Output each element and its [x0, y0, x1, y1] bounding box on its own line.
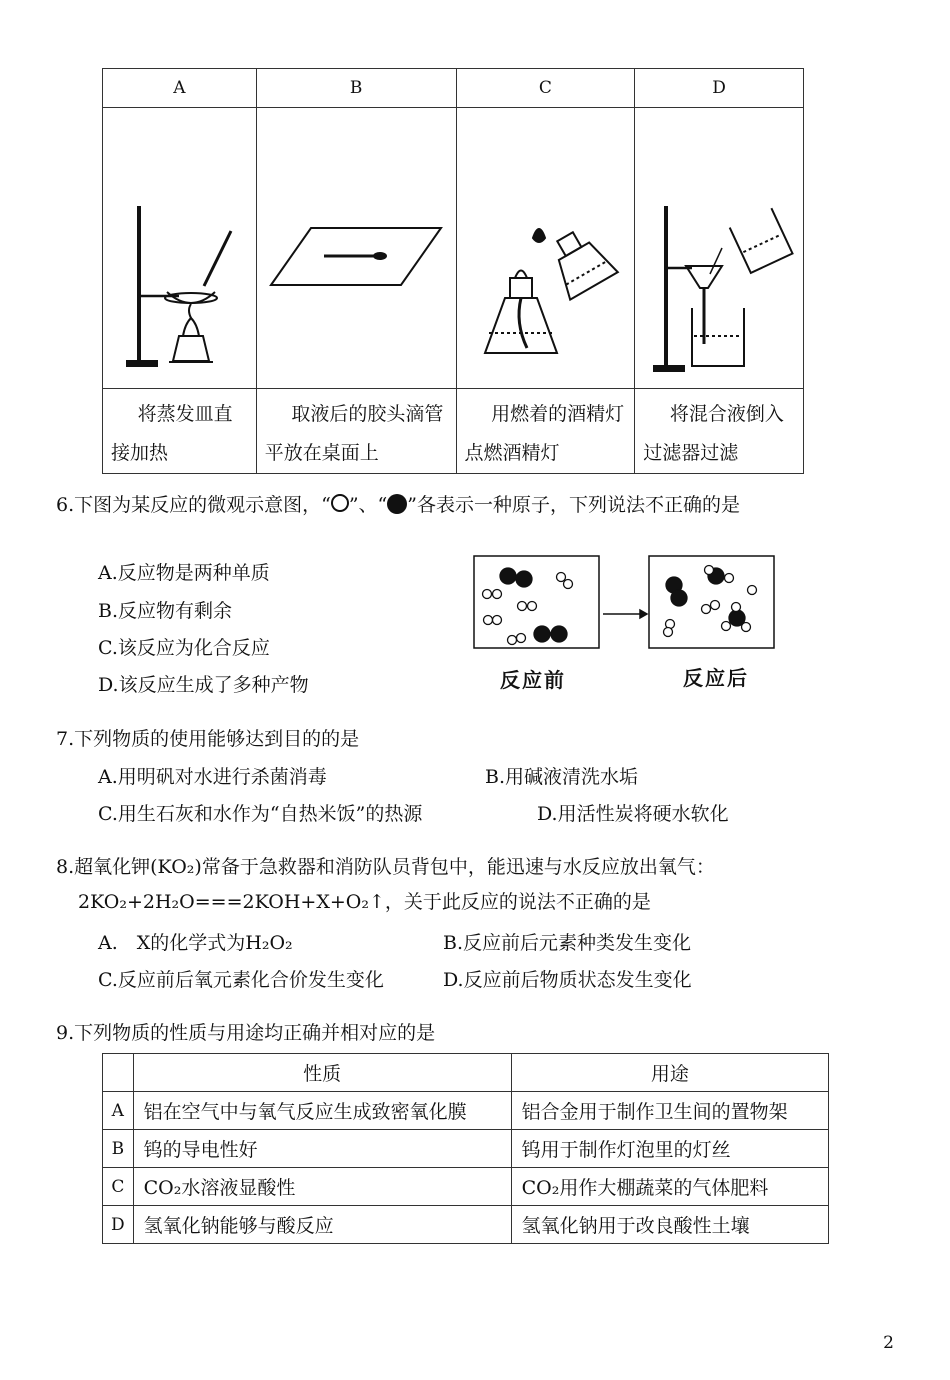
q7-option-c: C.用生石灰和水作为“自热米饭”的热源	[98, 803, 423, 825]
header-a: A	[103, 69, 257, 108]
table-row	[103, 1092, 829, 1130]
black-atom-icon	[387, 494, 407, 514]
property-use-table	[102, 1053, 829, 1244]
row-property: 钨的导电性好	[133, 1130, 511, 1168]
caption-b	[256, 389, 456, 474]
header-blank	[103, 1054, 134, 1092]
q6-option-b: B.反应物有剩余	[98, 600, 233, 622]
white-atom-icon	[331, 494, 349, 512]
q7-stem: 7.下列物质的使用能够达到目的的是	[56, 728, 360, 750]
row-label: D	[103, 1206, 134, 1244]
after-molecules	[664, 566, 757, 637]
caption-a	[103, 389, 257, 474]
q6-option-c: C.该反应为化合反应	[98, 637, 270, 659]
q8-option-a: A. X的化学式为H₂O₂	[98, 932, 293, 954]
row-use: 氢氧化钠用于改良酸性土壤	[511, 1206, 828, 1244]
q6-stem-part-a: 6.下图为某反应的微观示意图，“	[56, 494, 331, 516]
q8-option-b: B.反应前后元素种类发生变化	[443, 932, 692, 954]
caption-c-text: 用燃着的酒精灯点燃酒精灯	[464, 403, 625, 464]
header-c: C	[456, 69, 635, 108]
apparatus-table	[102, 68, 804, 474]
row-property: 铝在空气中与氧气反应生成致密氧化膜	[133, 1092, 511, 1130]
row-property: CO₂水溶液显酸性	[133, 1168, 511, 1206]
caption-c	[456, 389, 635, 474]
q8-option-d: D.反应前后物质状态发生变化	[443, 969, 692, 991]
q8-option-c: C.反应前后氧元素化合价发生变化	[98, 969, 384, 991]
dropper-on-table-icon	[266, 220, 446, 310]
q6-option-a: A.反应物是两种单质	[98, 562, 270, 584]
before-molecules	[483, 568, 573, 645]
page-number: 2	[883, 1333, 894, 1353]
caption-b-text: 取液后的胶头滴管平放在桌面上	[264, 403, 444, 464]
row-use: CO₂用作大棚蔬菜的气体肥料	[511, 1168, 828, 1206]
row-label: B	[103, 1130, 134, 1168]
after-label: 反应后	[683, 666, 749, 690]
q7-option-b: B.用碱液清洗水垢	[485, 766, 639, 788]
alcohol-lamp-lighting-icon	[465, 208, 625, 368]
q8-stem-line1: 8.超氧化钾(KO₂)常备于急救器和消防队员背包中，能迅速与水反应放出氧气：	[56, 856, 715, 878]
cell-image-d	[635, 108, 804, 389]
row-property: 氢氧化钠能够与酸反应	[133, 1206, 511, 1244]
row-label: C	[103, 1168, 134, 1206]
row-use: 钨用于制作灯泡里的灯丝	[511, 1130, 828, 1168]
caption-d-text: 将混合液倒入过滤器过滤	[643, 403, 784, 464]
header-d: D	[635, 69, 804, 108]
table-row	[103, 1168, 829, 1206]
cell-image-a	[103, 108, 257, 389]
q8-stem-line2: 2KO₂+2H₂O===2KOH+X+O₂↑，关于此反应的说法不正确的是	[78, 891, 651, 913]
cell-image-c	[456, 108, 635, 389]
q9-stem: 9.下列物质的性质与用途均正确并相对应的是	[56, 1022, 436, 1044]
table-row	[103, 1130, 829, 1168]
q6-stem	[56, 490, 740, 517]
q7-option-d: D.用活性炭将硬水软化	[537, 803, 729, 825]
table-row	[103, 1206, 829, 1244]
caption-a-text: 将蒸发皿直接加热	[111, 403, 233, 464]
header-property: 性质	[133, 1054, 511, 1092]
q7-option-a: A.用明矾对水进行杀菌消毒	[98, 766, 327, 788]
before-label: 反应前	[500, 668, 566, 692]
q6-stem-part-b: ”、“	[348, 494, 388, 516]
caption-d	[635, 389, 804, 474]
table-header-row	[103, 1054, 829, 1092]
row-label: A	[103, 1092, 134, 1130]
cell-image-b	[256, 108, 456, 389]
row-use: 铝合金用于制作卫生间的置物架	[511, 1092, 828, 1130]
filtration-pour-icon	[644, 196, 794, 376]
q6-option-d: D.该反应生成了多种产物	[98, 674, 309, 696]
reaction-diagram	[470, 552, 780, 652]
q6-stem-part-c: ”各表示一种原子，下列说法不正确的是	[407, 494, 740, 516]
header-use: 用途	[511, 1054, 828, 1092]
header-b: B	[256, 69, 456, 108]
evaporating-dish-heating-icon	[109, 186, 249, 376]
